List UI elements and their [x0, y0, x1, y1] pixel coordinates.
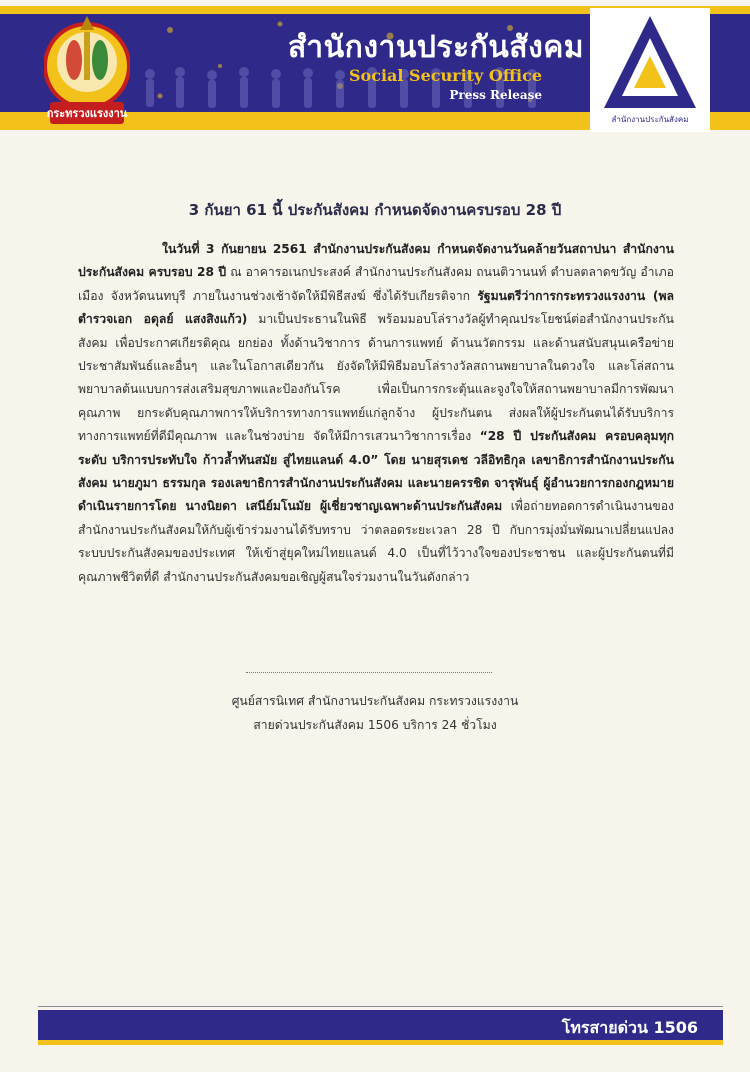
signature-line-2: สายด่วนประกันสังคม 1506 บริการ 24 ชั่วโมง — [253, 718, 497, 732]
sso-triangle-logo — [590, 8, 710, 116]
letterhead — [0, 0, 750, 150]
document-title: 3 กันยา 61 นี้ ประกันสังคม กำหนดจัดงานครบรอบ 28 ปี — [188, 201, 562, 219]
dotted-separator — [246, 672, 492, 673]
press-release-label: Press Release — [449, 88, 542, 102]
document-body — [78, 238, 674, 589]
body-seminar-bold: “28 ปี ประกันสังคม ครอบคลุมทุกระดับ บริการประทับใจ ก้าวล้ำทันสมัย สู่ไทยแลนด์ 4.0” โดย นายสุรเดช วลีอิทธิกุล เลขาธิการสำนักงานประกันสังคม นายภูมา ธรรมกุล รองเลขาธิการสำนักงานประกันสังคม และนายครรชิต จารุพันธุ์ ผู้อำนวยการกองกฎหมาย ดำเนินรายการโดย นางนิยดา เสนีย์มโนมัย ผู้เชี่ยวชาญเฉพาะด้านประกันสังคม — [78, 429, 674, 514]
footer-rule — [38, 1006, 723, 1007]
body-opening-bold: ในวันที่ 3 กันยายน 2561 สำนักงานประกันสังคม กำหนดจัดงานวันคล้ายวันสถาปนา สำนักงานประกันสังคม ครบรอบ 28 ปี — [78, 242, 674, 280]
body-minister-bold: รัฐมนตรีว่าการกระทรวงแรงงาน (พลตำรวจเอก อดุลย์ แสงสิงแก้ว) — [78, 288, 674, 327]
body-text-1: ณ อาคารอเนกประสงค์ สำนักงานประกันสังคม ถนนติวานนท์ ตำบลตลาดขวัญ อำเภอเมือง จังหวัดนนทบุรี ภายในงานช่วงเช้าจัดให้มีพิธีสงฆ์ ซึ่งได้รับเกียรติจาก — [78, 265, 674, 303]
body-paragraph — [78, 238, 674, 589]
hotline-label: โทรสายด่วน 1506 — [561, 1018, 698, 1037]
office-title-thai: สำนักงานประกันสังคม — [288, 30, 585, 65]
signature-line-1: ศูนย์สารนิเทศ สำนักงานประกันสังคม กระทรวงแรงงาน — [231, 694, 519, 708]
body-text-2: มาเป็นประธานในพิธี พร้อมมอบโล่รางวัลผู้ทำคุณประโยชน์ต่อสำนักงานประกันสังคม เพื่อประกาศเกียรติคุณ ยกย่อง ทั้งด้านวิชาการ ด้านการแพทย์ ด้านนวัตกรรม และด้านสนับสนุนเครือข่ายประชาสัมพันธ์และอื่นๆ และในโอกาสเดียวกัน ยังจัดให้มีพิธีมอบโล่รางวัลสถานพยาบาลในดวงใจ และโล่สถานพยาบาลต้นแบบการส่งเสริมสุขภาพและป้องกันโรค เพื่อเป็นการกระตุ้นและจูงใจให้สถานพยาบาลมีการพัฒนาคุณภาพ ยกระดับคุณภาพการให้บริการทางการแพทย์แก่ลูกจ้าง ผู้ประกันตน ส่งผลให้ผู้ประกันตนได้รับบริการทางการแพทย์ที่ดีมีคุณภาพ และในช่วงบ่าย จัดให้มีการเสวนาวิชาการเรื่อง — [78, 312, 674, 444]
body-text-3: เพื่อถ่ายทอดการดำเนินงานของสำนักงานประกันสังคมให้กับผู้เข้าร่วมงานได้รับทราบ ว่าตลอดระยะเวลา 28 ปี กับการมุ่งมั่นพัฒนาเปลี่ยนแปลงระบบประกันสังคมของประเทศ ให้เข้าสู่ยุคใหม่ไทยแลนด์ 4.0 เป็นที่ไว้วางใจของประชาชน และผู้ประกันตนที่มีคุณภาพชีวิตที่ดี สำนักงานประกันสังคมขอเชิญผู้สนใจร่วมงานในวันดังกล่าว — [78, 499, 674, 584]
logo-caption: สำนักงานประกันสังคม — [611, 115, 689, 124]
seal-caption: กระทรวงแรงงาน — [46, 107, 128, 120]
office-title-english: Social Security Office — [348, 66, 542, 85]
